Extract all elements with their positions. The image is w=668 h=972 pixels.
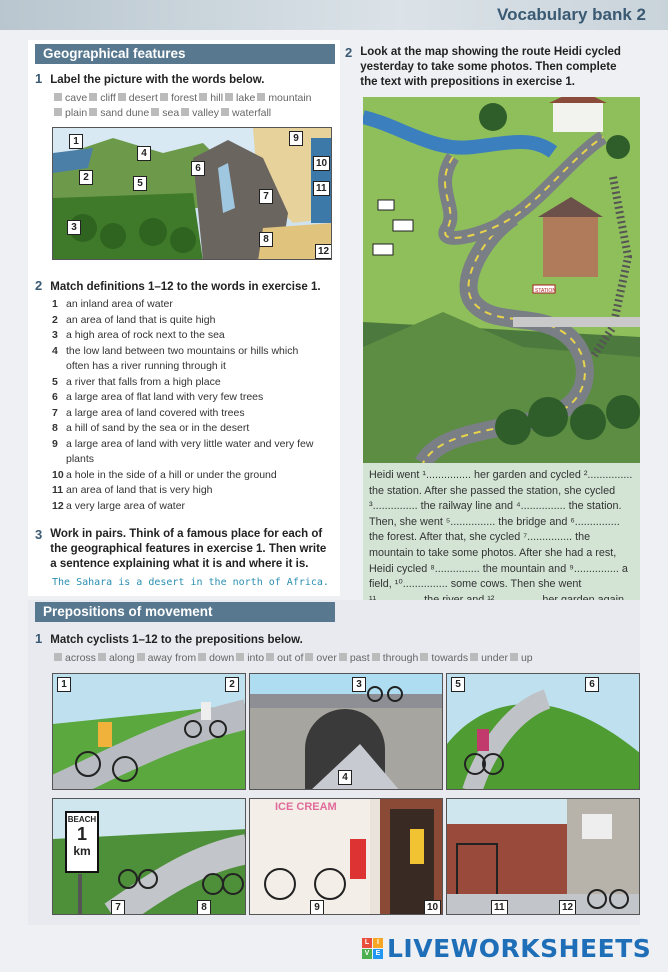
logo-letter-i: I [373,938,383,948]
definition-number: 7 [52,406,58,419]
definition-text: a large area of land with very little water and very few plants [66,437,314,465]
geo-word: cave [65,92,88,104]
beach-sign-distance: 1 [76,824,87,844]
definition-number: 5 [52,375,58,388]
cyclist-picture-5-6 [446,673,640,790]
beach-sign-unit: km [73,844,91,858]
definition-text: a large area of flat land with very few trees [66,391,264,403]
cyclist-label-7: 7 [111,900,125,915]
definition-number: 2 [52,313,58,326]
pic-label-5: 5 [133,176,147,191]
cyclist-picture-3-4 [249,673,443,790]
definition-number: 11 [52,484,64,496]
prep-word: through [382,652,419,664]
bullet-square [89,93,97,101]
pic-label-2: 2 [79,170,93,185]
definition-item [52,421,320,437]
geo-word: hill [210,92,224,104]
geo-word: lake [236,92,256,104]
bullet-square [257,93,265,101]
geo-word: forest [170,92,198,104]
geo-word-list [52,91,322,121]
brand-name: LIVEWORKSHEETS [387,934,652,963]
logo-letter-l: L [362,938,372,948]
definition-item [52,468,320,484]
geo-ex3-instruction: 3 Work in pairs. Think of a famous place for each of the geographical features in exercise 1. Then write a sentence explaining what it is and where it is. [35,527,327,570]
cyclist-label-6: 6 [585,677,599,692]
bullet-square [199,93,207,101]
definition-text: a hole in the side of a hill or under the ground [66,468,277,481]
geo-word: sea [162,107,180,119]
cyclist-label-8: 8 [197,900,211,915]
pic-label-8: 8 [259,232,273,247]
geo-word: valley [192,107,220,119]
bullet-square [54,653,62,661]
bullet-square [225,93,233,101]
cyclist-picture-1-2 [52,673,246,790]
pic-label-11: 11 [313,181,330,196]
bullet-square [118,93,126,101]
heidi-text-box: Heidi went ¹............... her garden and cycled ²............... the station. After she passed the station, she cycled ³............... the railway line and ⁴............... the station. Then, she went ⁵............... the bridge and ⁶............... the forest. After that, she cycled ⁷............... the mountain to take some photos. After she had a rest, Heidi cycled ⁸............... the mountain and ⁹............... a field, ¹⁰............... some cows. Then she went [363,463,640,631]
definition-text: a very large area of water [66,499,186,512]
definition-number: 9 [52,437,58,450]
definition-number: 4 [52,344,58,357]
bullet-square [89,108,97,116]
pic-label-3: 3 [67,220,81,235]
bullet-square [372,653,380,661]
definition-item [52,297,320,313]
ice-cream-sign: ICE CREAM [275,801,337,813]
example-sentence: The Sahara is a desert in the north of Africa. [52,577,329,588]
bullet-square [510,653,518,661]
bullet-square [305,653,313,661]
landscape-illustration [53,128,332,260]
definition-item [52,483,320,499]
beach-sign [65,811,99,873]
geo-word: mountain [268,92,312,104]
bullet-square [470,653,478,661]
cyclist-picture-9-10 [249,798,443,915]
cyclist-label-4: 4 [338,770,352,785]
geo-ex2-instruction: 2 Match definitions 1–12 to the words in exercise 1. [35,278,321,293]
prep-word: towards [431,652,469,664]
prep-ex1-instruction: 1 Match cyclists 1–12 to the prepositions below. [35,631,303,646]
definition-number: 1 [52,298,58,310]
header-bar [0,0,668,30]
definition-number: 8 [52,422,58,434]
bullet-square [236,653,244,661]
cyclist-label-1: 1 [57,677,71,692]
map-instruction: 2 Look at the map showing the route Heidi cycled yesterday to take some photos. Then complete the text with prepositions in exercise 1. [345,45,621,88]
definition-number: 6 [52,391,58,403]
definition-text: a hill of sand by the sea or in the desert [66,422,250,434]
bullet-square [198,653,206,661]
cyclist-label-2: 2 [225,677,239,692]
geo-heading: Geographical features [35,44,335,64]
pic-label-10: 10 [313,156,330,171]
route-map [363,97,640,463]
pic-label-1: 1 [69,134,83,149]
page-title: Vocabulary bank 2 [497,5,646,24]
bullet-square [137,653,145,661]
definition-number: 3 [52,329,58,341]
logo-letter-e: E [373,949,383,959]
definition-number: 10 [52,468,64,481]
geo-word: desert [128,92,158,104]
definition-text: the low land between two mountains or hills which often has a river running through it [66,344,299,372]
cyclist-label-5: 5 [451,677,465,692]
definition-item [52,344,320,375]
logo-blocks [362,938,383,959]
cyclist-picture-11-12 [446,798,640,915]
prep-word: up [520,652,533,664]
bullet-square [221,108,229,116]
definition-item [52,437,320,468]
geo-word: plain [65,107,88,119]
prep-heading: Prepositions of movement [35,602,335,622]
prep-word: out of [277,652,304,664]
pic-label-4: 4 [137,146,151,161]
beach-sign-label: BEACH [67,815,97,824]
cyclist-label-3: 3 [352,677,366,692]
cyclist-picture-7-8 [52,798,246,915]
definition-item [52,499,320,515]
station-sign-text: STATION [535,288,556,294]
prep-word: over [316,652,337,664]
definition-item [52,390,320,406]
prep-word: into [247,652,265,664]
definition-text: an area of land that is very high [66,484,213,496]
prep-word: across [65,652,96,664]
definition-text: a large area of land covered with trees [66,406,245,419]
definition-text: an inland area of water [66,298,173,310]
logo-letter-v: V [362,949,372,959]
pic-label-12: 12 [315,244,332,259]
bullet-square [160,93,168,101]
definition-text: a river that falls from a high place [66,375,221,388]
geo-word: sand dune [100,107,150,119]
definition-text: an area of land that is quite high [66,313,216,326]
cyclist-label-11: 11 [491,900,508,915]
prep-word-list [52,651,632,666]
bullet-square [54,93,62,101]
bullet-square [266,653,274,661]
definition-text: a high area of rock next to the sea [66,329,225,341]
bullet-square [420,653,428,661]
bullet-square [181,108,189,116]
geo-ex1-instruction: 1 Label the picture with the words below. [35,71,265,86]
definition-number: 12 [52,499,64,512]
pic-label-7: 7 [259,189,273,204]
definition-item [52,328,320,344]
landscape-picture [52,127,332,260]
bullet-square [151,108,159,116]
cyclist-label-10: 10 [424,900,441,915]
liveworksheets-logo [362,934,651,963]
prep-word: down [209,652,235,664]
route-map-illustration [363,97,640,463]
cyclist-label-12: 12 [559,900,576,915]
pic-label-9: 9 [289,131,303,146]
pic-label-6: 6 [191,161,205,176]
definition-item [52,313,320,329]
bullet-square [339,653,347,661]
prep-word: along [108,652,135,664]
prep-word: away from [147,652,197,664]
bullet-square [54,108,62,116]
definition-item [52,375,320,391]
geo-word: waterfall [232,107,272,119]
prep-word: past [349,652,370,664]
prep-word: under [481,652,508,664]
definition-item [52,406,320,422]
geo-word: cliff [100,92,116,104]
cyclist-label-9: 9 [310,900,324,915]
bullet-square [98,653,106,661]
definitions-list [52,297,320,514]
